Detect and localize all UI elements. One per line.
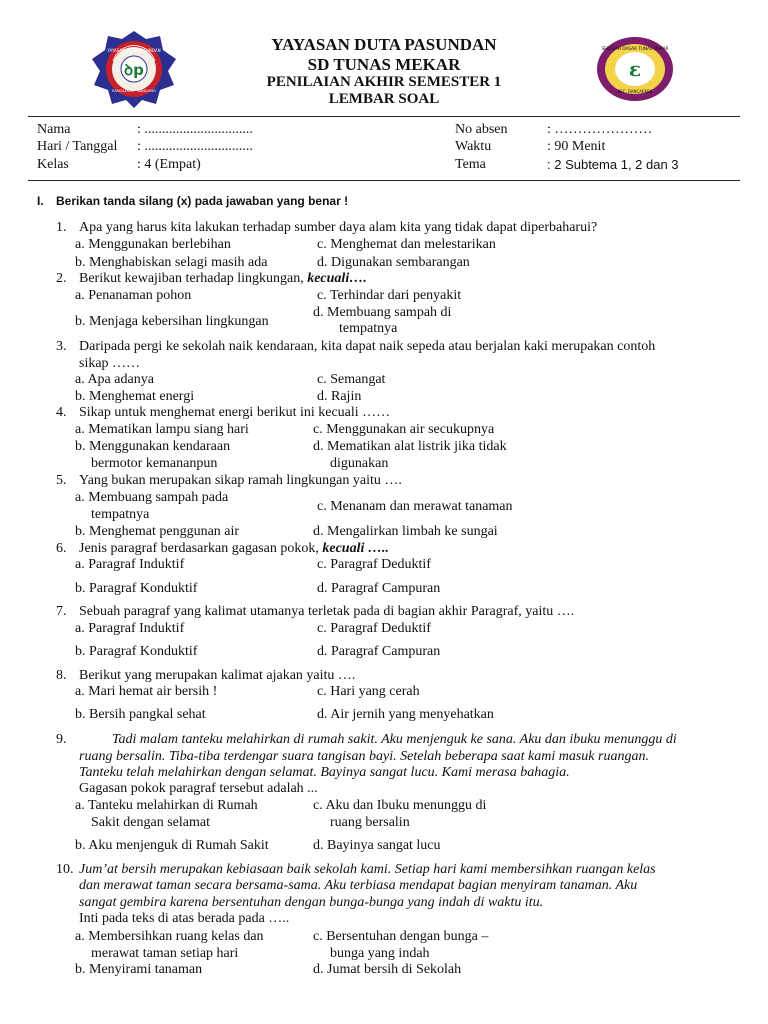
option-c[interactable]: c. Bersentuhan dengan bunga – [313, 929, 489, 944]
question-text: Berikut yang merupakan kalimat ajakan yaitu …. [79, 668, 356, 683]
passage-line: Tanteku telah melahirkan dengan selamat. Bayinya sangat lucu. Kami merasa bahagia. [79, 765, 570, 780]
absen-field[interactable]: : ………………… [547, 122, 653, 137]
svg-text:RANCAEKEK · BANDUNG: RANCAEKEK · BANDUNG [112, 89, 156, 93]
question-number: 10. [56, 862, 74, 877]
option-c[interactable]: c. Menghemat dan melestarikan [317, 237, 496, 252]
svg-text:KEC. RANCAEKEK: KEC. RANCAEKEK [617, 89, 653, 94]
option-a[interactable]: a. Penanaman pohon [75, 288, 192, 303]
option-c[interactable]: c. Menanam dan merawat tanaman [317, 499, 513, 514]
section-number: I. [37, 194, 44, 208]
option-a[interactable]: a. Paragraf Induktif [75, 557, 185, 572]
passage-line: sangat gembira karena bersentuhan dengan bunga-bunga yang indah di waktu itu. [79, 895, 544, 910]
waktu-label: Waktu [455, 139, 492, 154]
question-number: 7. [56, 604, 67, 619]
question-text: Gagasan pokok paragraf tersebut adalah ... [79, 781, 318, 796]
option-a[interactable]: a. Apa adanya [75, 372, 154, 387]
option-a[interactable]: a. Tanteku melahirkan di Rumah [75, 798, 258, 813]
sheet-title: LEMBAR SOAL [328, 91, 440, 107]
passage-line: Jum’at bersih merupakan kebiasaan baik sekolah kami. Setiap hari kami membersihkan ruangan kelas [79, 862, 656, 877]
option-a[interactable]: a. Menggunakan berlebihan [75, 237, 231, 252]
hari-field[interactable]: : ............................... [137, 139, 253, 154]
option-b[interactable]: b. Menjaga kebersihan lingkungan [75, 314, 269, 329]
option-a-continued: merawat taman setiap hari [91, 946, 239, 961]
question-text: Sebuah paragraf yang kalimat utamanya terletak pada di bagian akhir Paragraf, yaitu …. [79, 604, 575, 619]
question-number: 9. [56, 732, 67, 747]
option-d-continued: tempatnya [339, 321, 398, 336]
option-d[interactable]: d. Bayinya sangat lucu [313, 838, 441, 853]
passage-line: dan merawat taman secara bersama-sama. Aku terbiasa mendapat bagian menyiram tanaman. Aku [79, 878, 638, 893]
option-a[interactable]: a. Paragraf Induktif [75, 621, 185, 636]
question-number: 2. [56, 271, 67, 286]
question-text: Jenis paragraf berdasarkan gagasan pokok, kecuali ….. [79, 541, 389, 556]
option-c[interactable]: c. Menggunakan air secukupnya [313, 422, 495, 437]
question-number: 8. [56, 668, 67, 683]
option-c[interactable]: c. Semangat [317, 372, 386, 387]
question-text: Sikap untuk menghemat energi berikut ini kecuali …… [79, 405, 391, 420]
question-number: 5. [56, 473, 67, 488]
question-text: Apa yang harus kita lakukan terhadap sumber daya alam kita yang tidak dapat diperbaharui? [79, 220, 598, 235]
option-a-continued: Sakit dengan selamat [91, 815, 210, 830]
option-b[interactable]: b. Menyirami tanaman [75, 962, 203, 977]
option-b[interactable]: b. Menggunakan kendaraan [75, 439, 231, 454]
option-b[interactable]: b. Paragraf Konduktif [75, 644, 198, 659]
question-text: Daripada pergi ke sekolah naik kendaraan, kita dapat naik sepeda atau berjalan kaki merupakan contoh [79, 339, 656, 354]
school-name: SD TUNAS MEKAR [307, 55, 461, 74]
svg-text:SEKOLAH DASAR TUNAS MEKAR: SEKOLAH DASAR TUNAS MEKAR [601, 46, 669, 51]
passage-line: Tadi malam tanteku melahirkan di rumah sakit. Aku menjenguk ke sana. Aku dan ibuku menunggu di [112, 732, 677, 747]
option-d[interactable]: d. Digunakan sembarangan [317, 255, 470, 270]
option-c[interactable]: c. Hari yang cerah [317, 684, 420, 699]
option-c[interactable]: c. Aku dan Ibuku menunggu di [313, 798, 487, 813]
option-a[interactable]: a. Membersihkan ruang kelas dan [75, 929, 264, 944]
option-c-continued: ruang bersalin [330, 815, 410, 830]
option-d[interactable]: d. Jumat bersih di Sekolah [313, 962, 462, 977]
option-b[interactable]: b. Bersih pangkal sehat [75, 707, 206, 722]
option-b[interactable]: b. Menghemat energi [75, 389, 195, 404]
option-d[interactable]: d. Mengalirkan limbah ke sungai [313, 524, 498, 539]
option-d[interactable]: d. Mematikan alat listrik jika tidak [313, 439, 507, 454]
option-a[interactable]: a. Membuang sampah pada [75, 490, 229, 505]
question-number: 1. [56, 220, 67, 235]
option-b[interactable]: b. Aku menjenguk di Rumah Sakit [75, 838, 269, 853]
option-a-continued: tempatnya [91, 507, 150, 522]
option-c[interactable]: c. Terhindar dari penyakit [317, 288, 462, 303]
kelas-value: : 4 (Empat) [137, 157, 201, 172]
option-c[interactable]: c. Paragraf Deduktif [317, 557, 431, 572]
kelas-label: Kelas [37, 157, 69, 172]
option-b[interactable]: b. Menghemat penggunan air [75, 524, 240, 539]
question-number: 3. [56, 339, 67, 354]
passage-line: ruang bersalin. Tiba-tiba terdengar suara tangisan bayi. Setelah beberapa saat kami masuk ruangan. [79, 749, 649, 764]
foundation-name: YAYASAN DUTA PASUNDAN [271, 35, 497, 54]
option-a[interactable]: a. Mari hemat air bersih ! [75, 684, 218, 699]
header-divider [28, 116, 740, 117]
option-d[interactable]: d. Rajin [317, 389, 362, 404]
svg-text:ꝺp: ꝺp [124, 61, 144, 79]
option-b[interactable]: b. Paragraf Konduktif [75, 581, 198, 596]
waktu-value: : 90 Menit [547, 139, 606, 154]
tema-label: Tema [455, 157, 486, 172]
tema-value: : 2 Subtema 1, 2 dan 3 [547, 157, 679, 172]
svg-text:ε: ε [628, 57, 642, 81]
section-instruction: Berikan tanda silang (x) pada jawaban yang benar ! [56, 194, 349, 208]
assessment-title: PENILAIAN AKHIR SEMESTER 1 [266, 74, 502, 90]
question-text: Inti pada teks di atas berada pada ….. [79, 911, 290, 926]
option-b-continued: bermotor kemananpun [91, 456, 218, 471]
absen-label: No absen [455, 122, 508, 137]
option-d[interactable]: d. Air jernih yang menyehatkan [317, 707, 494, 722]
question-text-continued: sikap …… [79, 356, 141, 371]
question-number: 4. [56, 405, 67, 420]
option-d[interactable]: d. Membuang sampah di [313, 305, 452, 320]
nama-field[interactable]: : ............................... [137, 122, 253, 137]
option-d[interactable]: d. Paragraf Campuran [317, 581, 441, 596]
option-c-continued: bunga yang indah [330, 946, 430, 961]
option-b[interactable]: b. Menghabiskan selagi masih ada [75, 255, 268, 270]
question-number: 6. [56, 541, 67, 556]
svg-text:YAYASAN DUTA PASUNDAN: YAYASAN DUTA PASUNDAN [107, 48, 161, 53]
info-divider [28, 180, 740, 181]
question-text: Berikut kewajiban terhadap lingkungan, kecuali…. [79, 271, 367, 286]
hari-label: Hari / Tanggal [37, 139, 118, 154]
option-a[interactable]: a. Mematikan lampu siang hari [75, 422, 249, 437]
option-c[interactable]: c. Paragraf Deduktif [317, 621, 431, 636]
option-d[interactable]: d. Paragraf Campuran [317, 644, 441, 659]
question-text: Yang bukan merupakan sikap ramah lingkungan yaitu …. [79, 473, 402, 488]
option-d-continued: digunakan [330, 456, 389, 471]
nama-label: Nama [37, 122, 71, 137]
